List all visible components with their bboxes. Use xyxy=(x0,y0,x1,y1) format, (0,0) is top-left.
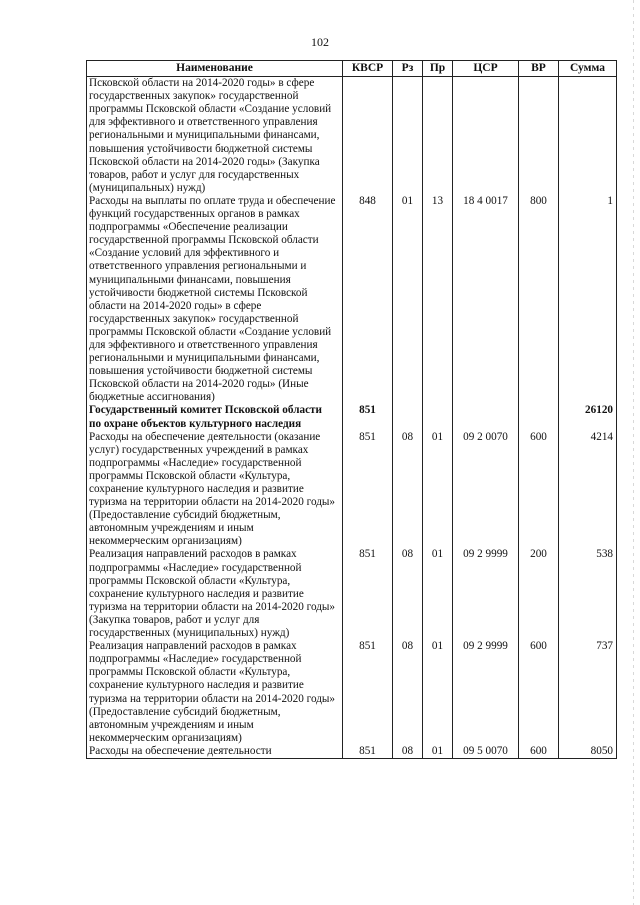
budget-table xyxy=(86,60,617,759)
row-pr xyxy=(423,404,453,430)
row-sum: 538 xyxy=(559,548,617,640)
row-pr: 01 xyxy=(423,745,453,759)
row-rz: 01 xyxy=(393,195,423,405)
row-kvsr: 851 xyxy=(343,745,393,759)
row-sum: 4214 xyxy=(559,431,617,549)
row-csr: 18 4 0017 xyxy=(453,195,519,405)
row-name: Псковской области на 2014-2020 годы» в сфере государственных закупок» государственной программы Псковской области «Создание условий для эффективного и ответственного управления региональными и муниципальными финансами, повышения устойчивости бюджетной системы Псковской области на 2014-2020 годы» (Закупка товаров, работ и услуг для государственных (муниципальных) нужд) xyxy=(87,77,343,195)
row-pr: 01 xyxy=(423,640,453,745)
header-csr: ЦСР xyxy=(453,61,519,77)
row-rz: 08 xyxy=(393,548,423,640)
table-row xyxy=(87,195,617,405)
row-vr xyxy=(519,77,559,195)
row-csr: 09 2 9999 xyxy=(453,548,519,640)
row-rz: 08 xyxy=(393,431,423,549)
row-pr: 01 xyxy=(423,431,453,549)
row-vr: 200 xyxy=(519,548,559,640)
header-kvsr: КВСР xyxy=(343,61,393,77)
table-row xyxy=(87,548,617,640)
table-header xyxy=(87,61,617,77)
header-sum: Сумма xyxy=(559,61,617,77)
header-vr: ВР xyxy=(519,61,559,77)
row-vr: 600 xyxy=(519,431,559,549)
table-row xyxy=(87,640,617,745)
row-rz: 08 xyxy=(393,640,423,745)
row-csr xyxy=(453,77,519,195)
scan-edge xyxy=(633,0,634,905)
row-name: Реализация направлений расходов в рамках подпрограммы «Наследие» государственной программы Псковской области «Культура, сохранение культурного наследия и развитие туризма на территории области на 2014-2020 годы» (Предоставление субсидий бюджетным, автономным учреждениям и иным некоммерческим организациям) xyxy=(87,640,343,745)
page-number: 102 xyxy=(311,35,329,49)
row-sum: 1 xyxy=(559,195,617,405)
row-csr: 09 5 0070 xyxy=(453,745,519,759)
row-kvsr xyxy=(343,77,393,195)
header-rz: Рз xyxy=(393,61,423,77)
row-pr xyxy=(423,77,453,195)
row-sum: 737 xyxy=(559,640,617,745)
row-kvsr: 851 xyxy=(343,548,393,640)
row-name: Реализация направлений расходов в рамках подпрограммы «Наследие» государственной программы Псковской области «Культура, сохранение культурного наследия и развитие туризма на территории области на 2014-2020 годы» (Закупка товаров, работ и услуг для государственных (муниципальных) нужд) xyxy=(87,548,343,640)
row-rz xyxy=(393,77,423,195)
row-pr: 13 xyxy=(423,195,453,405)
row-vr xyxy=(519,404,559,430)
row-sum: 26120 xyxy=(559,404,617,430)
row-csr: 09 2 9999 xyxy=(453,640,519,745)
row-csr xyxy=(453,404,519,430)
header-pr: Пр xyxy=(423,61,453,77)
row-kvsr: 851 xyxy=(343,404,393,430)
row-name: Расходы на обеспечение деятельности xyxy=(87,745,343,759)
row-sum xyxy=(559,77,617,195)
row-kvsr: 848 xyxy=(343,195,393,405)
row-name: Расходы на выплаты по оплате труда и обеспечение функций государственных органов в рамках подпрограммы «Обеспечение реализации государственной программы Псковской области «Создание условий для эффективного и ответственного управления региональными и муниципальными финансами, повышения устойчивости бюджетной системы Псковской области на 2014-2020 годы» в сфере государственных закупок» государственной программы Псковской области «Создание условий для эффективного и ответственного управления региональными и муниципальными финансами, повышения устойчивости бюджетной системы Псковской области на 2014-2020 годы» (Иные бюджетные ассигнования) xyxy=(87,195,343,405)
row-vr: 600 xyxy=(519,745,559,759)
row-vr: 600 xyxy=(519,640,559,745)
row-name: Государственный комитет Псковской области по охране объектов культурного наследия xyxy=(87,404,343,430)
header-name: Наименование xyxy=(87,61,343,77)
row-csr: 09 2 0070 xyxy=(453,431,519,549)
row-pr: 01 xyxy=(423,548,453,640)
table-body xyxy=(87,77,617,759)
table-row xyxy=(87,404,617,430)
row-vr: 800 xyxy=(519,195,559,405)
row-rz xyxy=(393,404,423,430)
row-kvsr: 851 xyxy=(343,640,393,745)
row-kvsr: 851 xyxy=(343,431,393,549)
table-row xyxy=(87,431,617,549)
row-sum: 8050 xyxy=(559,745,617,759)
table-row xyxy=(87,77,617,195)
row-name: Расходы на обеспечение деятельности (оказание услуг) государственных учреждений в рамках подпрограммы «Наследие» государственной программы Псковской области «Культура, сохранение культурного наследия и развитие туризма на территории области на 2014-2020 годы» (Предоставление субсидий бюджетным, автономным учреждениям и иным некоммерческим организациям) xyxy=(87,431,343,549)
row-rz: 08 xyxy=(393,745,423,759)
table-row xyxy=(87,745,617,759)
